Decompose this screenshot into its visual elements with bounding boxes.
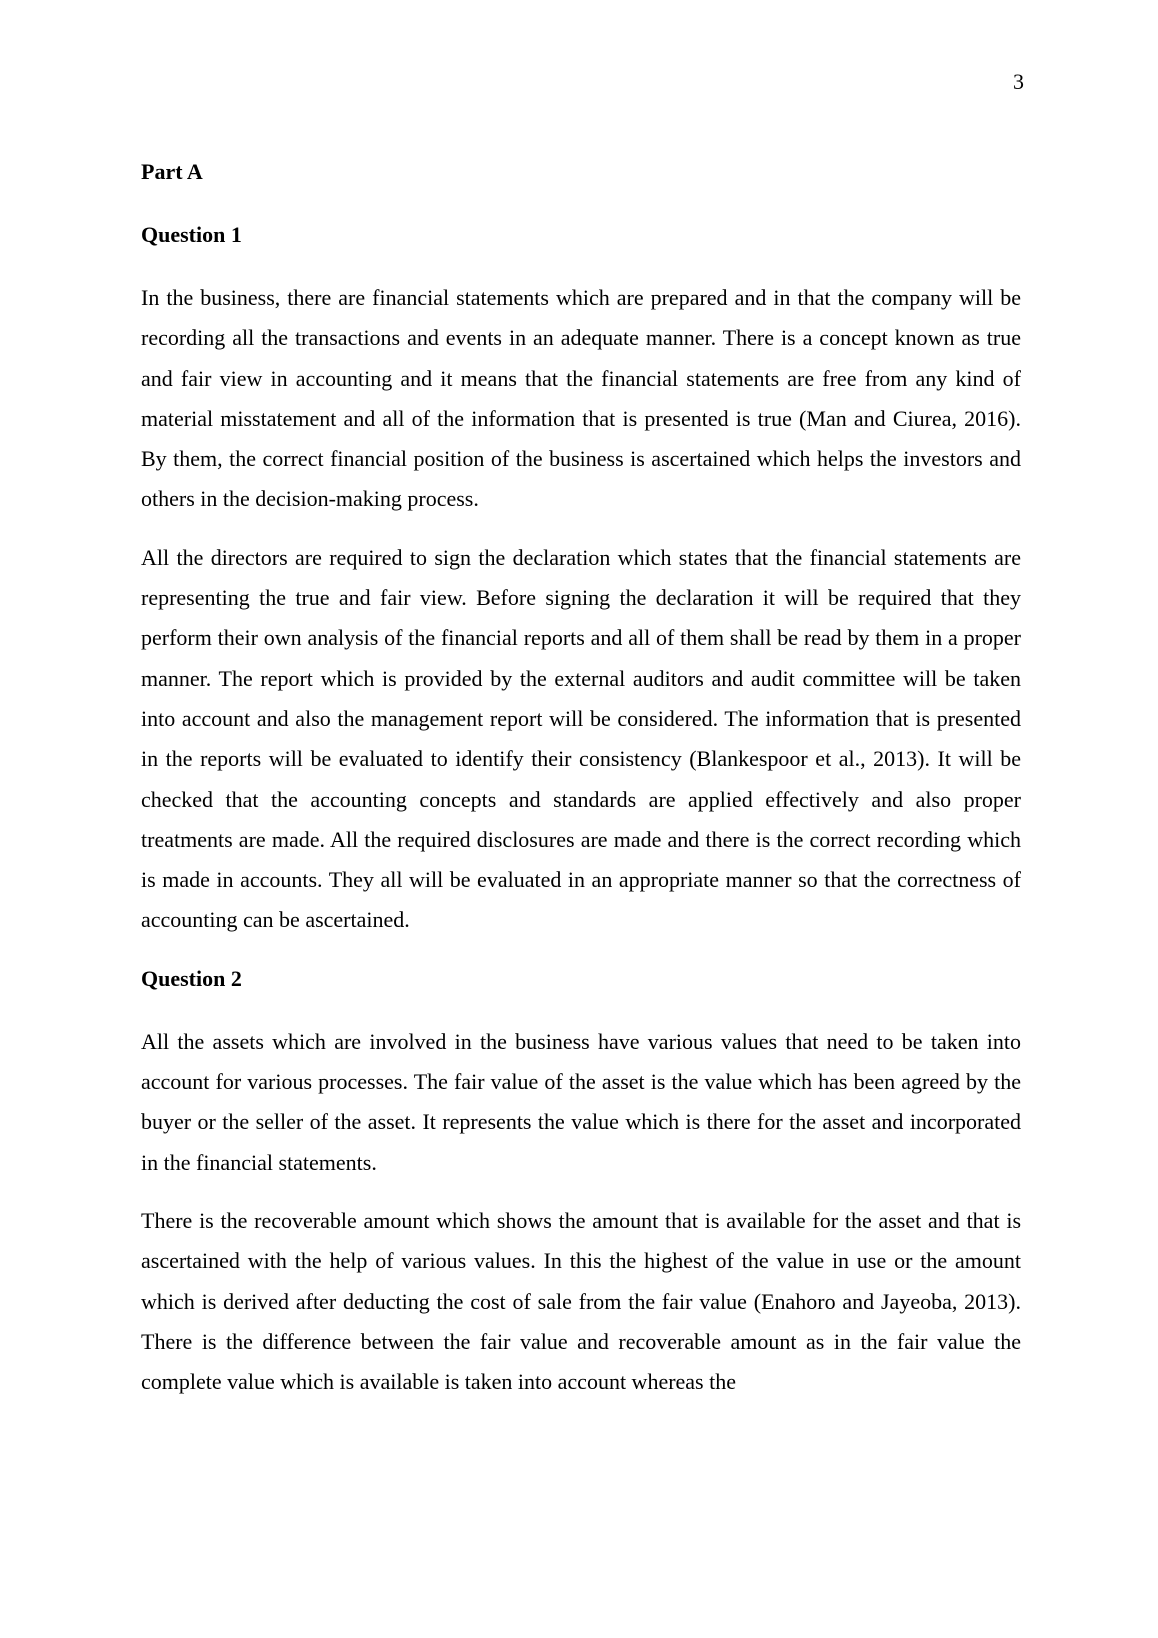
- question-1-paragraph-1: In the business, there are financial statements which are prepared and in that the company will be recording all the transactions and events in an adequate manner. There is a concept known as true and fair view in accounting and it means that the financial statements are free from any kind of material misstatement and all of the information that is presented is true (Man and Ciurea, 2016). By them, the correct financial position of the business is ascertained which helps the investors and others in the decision-making process.: [141, 285, 1021, 512]
- question-2-heading: Question 2: [141, 965, 242, 991]
- page-number: 3: [1013, 69, 1024, 94]
- document-body: [141, 158, 1021, 1426]
- question-2-paragraph-2: There is the recoverable amount which shows the amount that is available for the asset and that is ascertained with the help of various values. In this the highest of the value in use or the amount which is derived after deducting the cost of sale from the fair value (Enahoro and Jayeoba, 2013). There is the difference between the fair value and recoverable amount as in the fair value the complete value which is available is taken into account whereas the: [141, 1207, 1021, 1395]
- question-1-paragraph-2: All the directors are required to sign the declaration which states that the financial statements are representing the true and fair view. Before signing the declaration it will be required that they perform their own analysis of the financial reports and all of them shall be read by them in a proper manner. The report which is provided by the external auditors and audit committee will be taken into account and also the management report will be considered. The information that is presented in the reports will be evaluated to identify their consistency (Blankespoor et al., 2013). It will be checked that the accounting concepts and standards are applied effectively and also proper treatments are made. All the required disclosures are made and there is the correct recording which is made in accounts. They all will be evaluated in an appropriate manner so that the correctness of accounting can be ascertained.: [141, 544, 1021, 933]
- question-2-paragraph-1: All the assets which are involved in the business have various values that need to be taken into account for various processes. The fair value of the asset is the value which has been agreed by the buyer or the seller of the asset. It represents the value which is there for the asset and incorporated in the financial statements.: [141, 1028, 1021, 1175]
- part-heading: Part A: [141, 159, 203, 184]
- question-1-heading: Question 1: [141, 222, 242, 247]
